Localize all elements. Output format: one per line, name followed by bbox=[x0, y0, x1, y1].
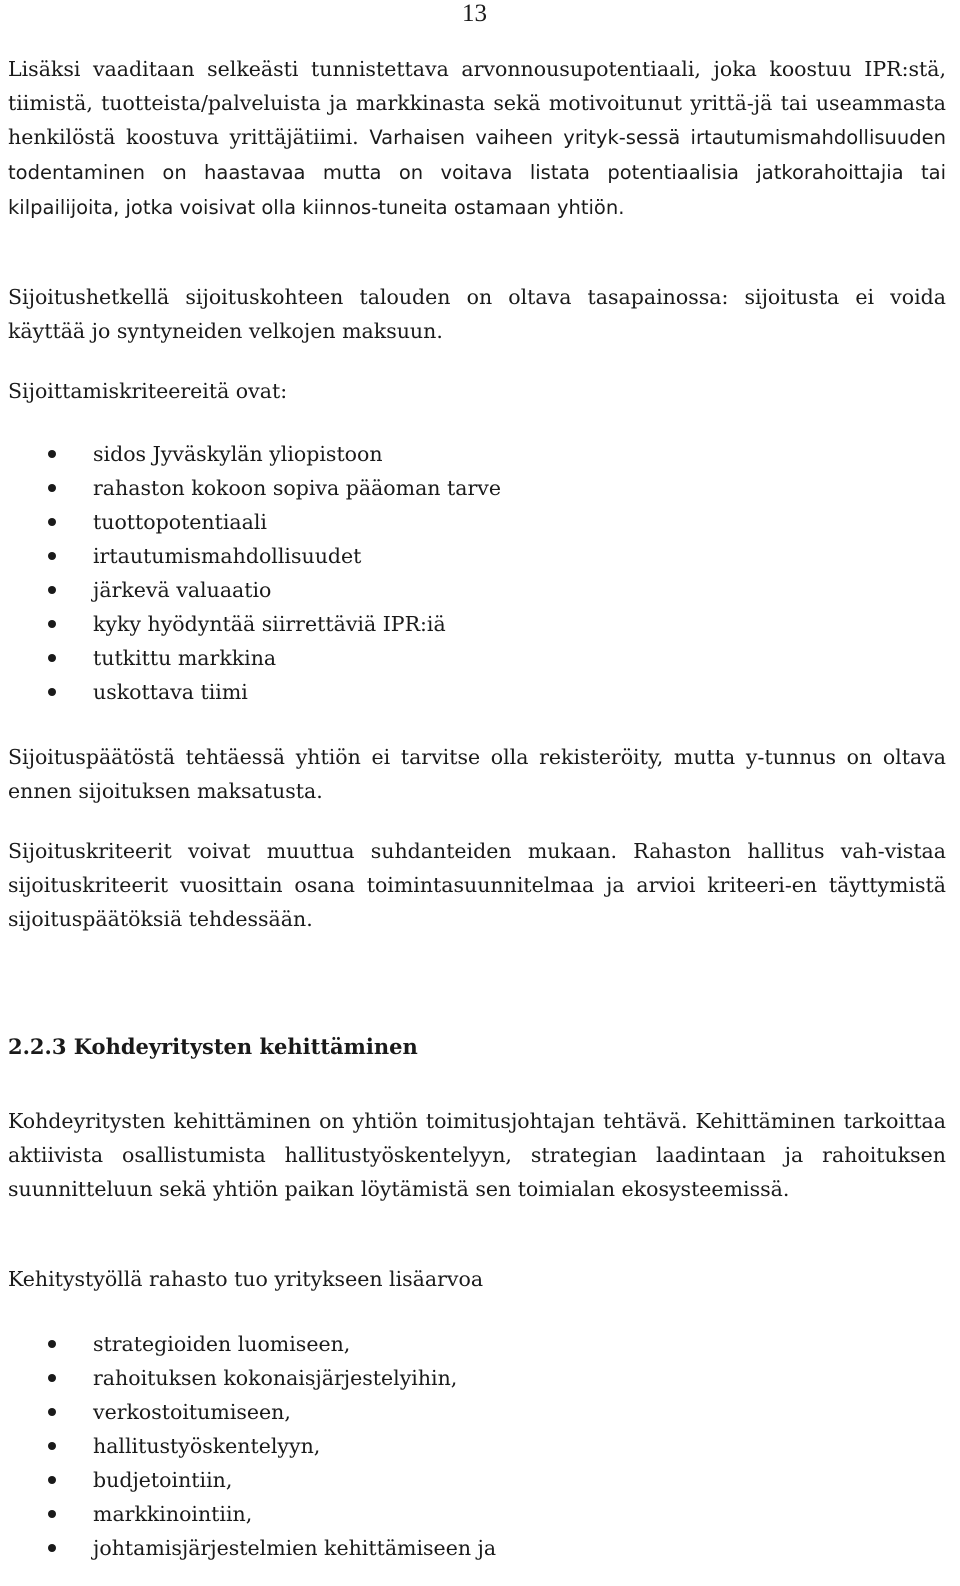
list-item: sidos Jyväskylän yliopistoon bbox=[8, 437, 501, 471]
paragraph-text-serif: Lisäksi vaaditaan selkeästi tunnistettava arvonnousupotentiaali, joka koostuu IPR:stä, tiimistä, tuotteista/palveluista ja markkinasta sekä motivoitunut yrittä-jä tai useammasta henkilöstä koostuva yrittäjätiimi. bbox=[8, 57, 946, 149]
paragraph-investment-potential bbox=[8, 52, 946, 225]
bullet-icon bbox=[48, 484, 56, 492]
criteria-list bbox=[8, 437, 501, 709]
paragraph-text: Sijoituspäätöstä tehtäessä yhtiön ei tarvitse olla rekisteröity, mutta y-tunnus on oltava ennen sijoituksen maksatusta. bbox=[8, 745, 946, 803]
section-heading-text: 2.2.3 Kohdeyritysten kehittäminen bbox=[8, 1034, 418, 1059]
list-item: verkostoitumiseen, bbox=[8, 1395, 496, 1429]
list-item: rahaston kokoon sopiva pääoman tarve bbox=[8, 471, 501, 505]
bullet-icon bbox=[48, 688, 56, 696]
list-item: johtamisjärjestelmien kehittämiseen ja bbox=[8, 1531, 496, 1565]
list-item: irtautumismahdollisuudet bbox=[8, 539, 501, 573]
paragraph-text: Sijoitushetkellä sijoituskohteen talouden on oltava tasapainossa: sijoitusta ei voida käyttää jo syntyneiden velkojen maksuun. bbox=[8, 285, 946, 343]
bullet-icon bbox=[48, 552, 56, 560]
section-heading bbox=[8, 1030, 946, 1064]
paragraph-development bbox=[8, 1104, 946, 1206]
criteria-intro-text: Sijoittamiskriteereitä ovat: bbox=[8, 379, 288, 403]
bullet-icon bbox=[48, 620, 56, 628]
paragraph-text: Sijoituskriteerit voivat muuttua suhdanteiden mukaan. Rahaston hallitus vah-vistaa sijoituskriteerit vuosittain osana toimintasuunnitelmaa ja arvioi kriteeri-en täyttymistä sijoituspäätöksiä tehdessään. bbox=[8, 839, 946, 931]
bullet-icon bbox=[48, 1476, 56, 1484]
bullet-icon bbox=[48, 518, 56, 526]
bullet-icon bbox=[48, 1340, 56, 1348]
list-item: järkevä valuaatio bbox=[8, 573, 501, 607]
paragraph-balance-requirement bbox=[8, 280, 946, 348]
paragraph-criteria-review bbox=[8, 834, 946, 936]
value-intro-text: Kehitystyöllä rahasto tuo yritykseen lisäarvoa bbox=[8, 1267, 484, 1291]
value-intro bbox=[8, 1262, 946, 1296]
paragraph-text-sans: Varhaisen vaiheen yrityk-sessä irtautumismahdollisuuden todentaminen on haastavaa mutta on voitava listata potentiaalisia jatkorahoittajia tai kilpailijoita, jotka voisivat olla kiinnos-tuneita ostamaan yhtiön. bbox=[8, 126, 946, 219]
list-item: strategioiden luomiseen, bbox=[8, 1327, 496, 1361]
value-list bbox=[8, 1327, 496, 1565]
list-item: budjetointiin, bbox=[8, 1463, 496, 1497]
bullet-icon bbox=[48, 654, 56, 662]
bullet-icon bbox=[48, 1442, 56, 1450]
page-number: 13 bbox=[462, 0, 487, 27]
bullet-icon bbox=[48, 1544, 56, 1552]
list-item: hallitustyöskentelyyn, bbox=[8, 1429, 496, 1463]
paragraph-text: Kohdeyritysten kehittäminen on yhtiön toimitusjohtajan tehtävä. Kehittäminen tarkoittaa aktiivista osallistumista hallitustyöskentelyyn, strategian laadintaan ja rahoituksen suunnitteluun sekä yhtiön paikan löytämistä sen toimialan ekosysteemissä. bbox=[8, 1109, 946, 1201]
list-item: kyky hyödyntää siirrettäviä IPR:iä bbox=[8, 607, 501, 641]
bullet-icon bbox=[48, 586, 56, 594]
bullet-icon bbox=[48, 1408, 56, 1416]
list-item: uskottava tiimi bbox=[8, 675, 501, 709]
bullet-icon bbox=[48, 1374, 56, 1382]
list-item: rahoituksen kokonaisjärjestelyihin, bbox=[8, 1361, 496, 1395]
bullet-icon bbox=[48, 1510, 56, 1518]
list-item: tuottopotentiaali bbox=[8, 505, 501, 539]
list-item: markkinointiin, bbox=[8, 1497, 496, 1531]
paragraph-registration bbox=[8, 740, 946, 808]
bullet-icon bbox=[48, 450, 56, 458]
criteria-intro bbox=[8, 374, 946, 408]
list-item: tutkittu markkina bbox=[8, 641, 501, 675]
